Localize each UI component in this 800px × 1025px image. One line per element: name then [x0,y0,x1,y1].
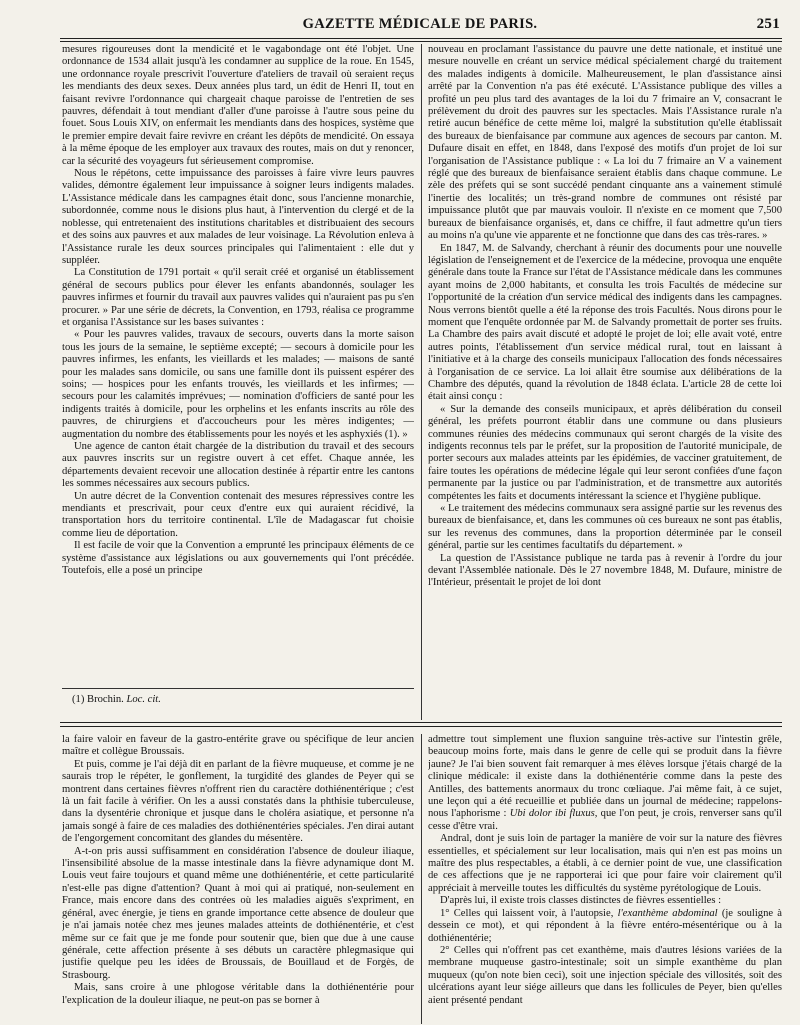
footnote [72,694,412,706]
emphasis: l'exanthème abdominal [617,907,718,919]
footnote-citation: Loc. cit. [126,694,161,705]
page-number: 251 [756,16,780,32]
paragraph: la faire valoir en faveur de la gastro-entérite grave ou spécifique de leur ancien maître et collègue Broussais. [62,734,414,758]
paragraph [428,734,782,833]
paragraph: « Le traitement des médecins communaux sera assigné partie sur les revenus des bureaux de bienfaisance, et, dans les communes où ces bureaux ne sont pas établis, sur les revenus des communes, dans la proportion déterminée par le conseil général, partie sur les centimes facultatifs du département. » [428,503,782,552]
paragraph: Une agence de canton était chargée de la distribution du travail et des secours aux pauvres inscrits sur un registre ouvert à cet effet. Chaque année, les départements devaient recevoir une allocation destinée à répartir entre les cantons les sommes nécessaires aux secours publics. [62,441,414,490]
paragraph [428,908,782,945]
column-left-top [62,44,414,688]
column-right-bottom [428,734,782,1024]
text-run: admettre tout simplement une fluxion sanguine très-active sur l'intestin grêle, beaucoup moins forte, mais dans le genre de celle qui se produit dans la fièvre jaune? Je l'ai bien souvent fait remarquer à mes élèves lorsque j'étais chargé de la clinique médicale: il existe dans la dothiénentérie comme dans la peste des Antilles, des battements anormaux du tronc cœliaque. J'ai même fait, à ce sujet, une leçon qui a été recueillie et publiée dans un journal de médecine; rappelons-nous l'aphorisme : [428,734,782,820]
paragraph: mesures rigoureuses dont la mendicité et le vagabondage ont été l'objet. Une ordonnance de 1534 allait jusqu'à les condamner au supplice de la roue. En 1545, une ordonnance royale prescrivit l'ouverture d'ateliers de travail où seraient reçus les mendiants des deux sexes. Deux années plus tard, un édit de Henri II, tout en faisant revivre l'ordonnance qui chargeait chaque paroisse de l'entretien de ses pauvres, défendait à tout mendiant d'aller d'une paroisse à l'autre sous peine du fouet. Sous Louis XIV, on enfermait les mendiants dans des hospices, système que le premier empire devait faire revivre en créant les dépôts de mendicité. On essaya à la même époque de les employer aux travaux des routes, mais on dut y renoncer, car la sécurité des voyageurs fut sérieusement compromise. [62,44,414,167]
paragraph: Nous le répétons, cette impuissance des paroisses à faire vivre leurs pauvres valides, démontre également leur impuissance à soigner leurs indigents malades. L'Assistance médicale dans les campagnes était donc, sous l'ancienne monarchie, subordonnée, comme nous le disions plus haut, à l'intervention du clergé et de la noblesse, qui entretenaient des institutions charitables et distribuaient des secours et des soins aux pauvres et aux malades de leur voisinage. La Révolution enleva à l'Assistance rurale les deux sources principales qui l'alimentaient : elle dut y suppléer. [62,168,414,266]
column-left-bottom [62,734,414,1024]
header-rule-thick [60,41,782,42]
paragraph: 2° Celles qui n'offrent pas cet exanthème, mais d'autres lésions variées de la membrane muqueuse gastro-intestinale; soit un simple exanthème du plan muqueux (qu'on note bien ceci), soit une injection spéciale des villosités, soit des ulcérations ayant leur siége ailleurs que dans les follicules de Peyer, bien qu'elles aient présenté pendant [428,944,782,1006]
aphorism: Ubi dolor ibi fluxus, [509,808,598,820]
paragraph: « Sur la demande des conseils municipaux, et après délibération du conseil général, les préfets pourront établir dans une commune ou dans plusieurs communes réunies des médecins communaux qui seront chargés de la visite des indigents reconnus tels par le préfet, sur la proposition de l'autorité municipale, de porter secours aux malades atteints par les épidémies, de vacciner gratuitement, de faire toutes les opérations de médecine légale qui leur seront confiées d'une façon permanente par la justice ou par l'administration, et de transmettre aux autorités compétentes les faits et documents intéressant la science et l'hygiène publique. [428,403,782,502]
paragraph: La question de l'Assistance publique ne tarda pas à revenir à l'ordre du jour devant l'Assemblée nationale. Dès le 27 novembre 1848, M. Dufaure, ministre de l'Intérieur, présentait le projet de loi dont [428,552,782,589]
text-run: (je souligne à dessein ce mot), et qui répondent à la fièvre entéro-mésentérique ou à la dothiénentérie; [428,907,782,944]
column-right-top [428,44,782,720]
paragraph: En 1847, M. de Salvandy, cherchant à réunir des documents pour une nouvelle législation de l'enseignement et de l'exercice de la médecine, provoqua une enquête générale dans toute la France sur l'état de l'Assistance médicale dans les communes ayant moins de 2,000 habitants, et consulta les trois Facultés de médecine sur l'opportunité de la création d'un service médical des indigents dans les campagnes. Nous verrons bientôt quelle a été la réponse des trois Facultés. Nous dirons pour le moment que l'enquête ordonnée par M. de Salvandy promettait de porter ses fruits. La Chambre des pairs avait discuté et adopté le projet de loi; elle avait voté, entre autres points, l'établissement d'un service médical rural, tout en laissant à l'initiative et à la charge des conseils municipaux l'allocation des fonds nécessaires à l'organisation de ce service. La loi allait être soumise aux délibérations de la Chambre des députés, quand la révolution de 1848 éclata. L'article 28 de cette loi était ainsi conçu : [428,242,782,403]
column-divider [421,44,422,720]
section-rule [60,722,782,723]
paragraph: Un autre décret de la Convention contenait des mesures répressives contre les mendiants et prescrivait, pour ceux d'entre eux qui auraient récidivé, la transportation hors du territoire continental. L'île de Madagascar fut choisie comme lieu de déportation. [62,490,414,539]
paragraph: Mais, sans croire à une phlogose véritable dans la dothiénentérie pour l'explication de la douleur iliaque, ne peut-on pas se borner à [62,982,414,1006]
paragraph: nouveau en proclamant l'assistance du pauvre une dette nationale, et institué une mesure nouvelle en créant un service médical spécialement chargé du traitement des malades indigents à domicile. Malheureusement, le plan d'assistance ainsi arrêté par la Convention n'a pas été exécuté. L'Assistance publique des villes a profité un peu plus tard des avantages de la loi du 7 frimaire an V, consacrant le prélèvement du droit des pauvres sur les spectacles. Mais l'Assistance rurale n'a retiré aucun bénéfice de cette même loi, malgré la substitution qu'elle établissait des bureaux de bienfaisance par commune aux agences de secours par canton. M. Dufaure disait en effet, en 1848, dans l'exposé des motifs d'un projet de loi sur l'organisation de l'Assistance publique : « La loi du 7 frimaire an V a vainement réglé que des bureaux de bienfaisance seraient établis dans chaque commune. Le zèle des préfets qui se sont succédé pendant cinquante ans a vainement stimulé l'inertie des localités; un très-grand nombre de communes ont résisté par impuissance plutôt que par mauvais vouloir. Il n'existe en ce moment que 7,500 bureaux de bienfaisance organisés, et, dans ce chiffre, il faut admettre qu'un tiers au moins n'a qu'une vie apparente et ne fonctionne que dans des cas très-rares. » [428,44,782,242]
journal-title: GAZETTE MÉDICALE DE PARIS. [302,16,538,32]
paragraph: La Constitution de 1791 portait « qu'il serait créé et organisé un établissement général de secours publics pour élever les enfants abandonnés, soulager les pauvres infirmes et fournir du travail aux pauvres valides qui n'auraient pas pu s'en procurer. » Par une série de décrets, la Convention, en 1793, réalisa ce programme et organisa l'Assistance sur les bases suivantes : [62,267,414,328]
column-divider [421,734,422,1024]
paragraph: Andral, dont je suis loin de partager la manière de voir sur la nature des fièvres essentielles, et spécialement sur leur localisation, mais qui n'en est pas moins un maître des plus respectables, a établi, à ce dernier point de vue, une classification de ces affections que je ne rapporterai ici que pour faire voir clairement qu'il appréciait à merveille toutes les difficultés du système pyrétologique de Louis. [428,833,782,894]
paragraph: A-t-on pris aussi suffisamment en considération l'absence de douleur iliaque, l'insensibilité absolue de la masse intestinale dans la fièvre adynamique dont M. Louis veut faire toujours et quand même une dothiénentérie, et cette particularité n'est-elle pas digne d'attention? Quant à moi qui ai pratiqué, non-seulement en France, mais encore dans des contrées où les maladies aiguës s'expriment, en général, avec énergie, je tiens en grande importance cette absence de douleur que je n'ai jamais notée chez mes jeunes malades atteints de dothiénentérie, et c'est même sur ce fait que je me fonde pour soutenir que, bien que due à une cause générale, cette affection présente à ses débuts un caractère phlegmasique qui justifie quelque peu les idées de Broussais, de Bouillaud et de Forgès, de Strasbourg. [62,845,414,981]
page-header [60,16,780,38]
text-run: que l'on peut, je crois, renverser sans qu'il cesse d'être vrai. [428,808,782,832]
paragraph: Et puis, comme je l'ai déjà dit en parlant de la fièvre muqueuse, et comme je ne saurais trop le répéter, le gonflement, la turgidité des glandes de Peyer qui se montrent dans certaines fièvres n'offrent rien du caractère dothiénentérique ; c'est là un fait facile à vérifier. On les a aussi constatés dans la phthisie tuberculeuse, dans la dysentérie chronique et jusque dans le choléra asiatique, et personne n'a jamais songé à faire de ces maladies des dothiénentéries spéciales. J'en dirai autant de l'engorgement concomitant des glandes du mésentère. [62,758,414,845]
paragraph: Il est facile de voir que la Convention a emprunté les principaux éléments de ce système d'assistance aux législations ou aux gouvernements qui l'ont précédée. Toutefois, elle a posé un principe [62,540,414,577]
footnote-text: (1) Brochin. [72,694,124,705]
text-run: 1° Celles qui laissent voir, à l'autopsie, [440,907,614,919]
paragraph: D'après lui, il existe trois classes distinctes de fièvres essentielles : [440,895,722,907]
header-rule [60,38,782,39]
paragraph: « Pour les pauvres valides, travaux de secours, ouverts dans la morte saison tous les jours de la semaine, le septième excepté; — secours à domicile pour les pauvres infirmes, les enfants, les vieillards et les malades; — maisons de santé pour les malades sans domicile, ou sans une famille dont ils puissent espérer des soins; — hospices pour les enfants trouvés, les vieillards et les infirmes; — secours pour les calamités imprévues; — nomination d'officiers de santé pour les indigents traités à domicile, pour les orphelins et les enfants inscrits au rôle des pauvres, de chirurgiens et d'accoucheurs pour les mères indigentes; — augmentation du nombre des établissements pour les noyés et les asphyxiés (1). » [62,329,414,440]
section-rule-thick [60,726,782,727]
footnote-rule [62,688,414,689]
